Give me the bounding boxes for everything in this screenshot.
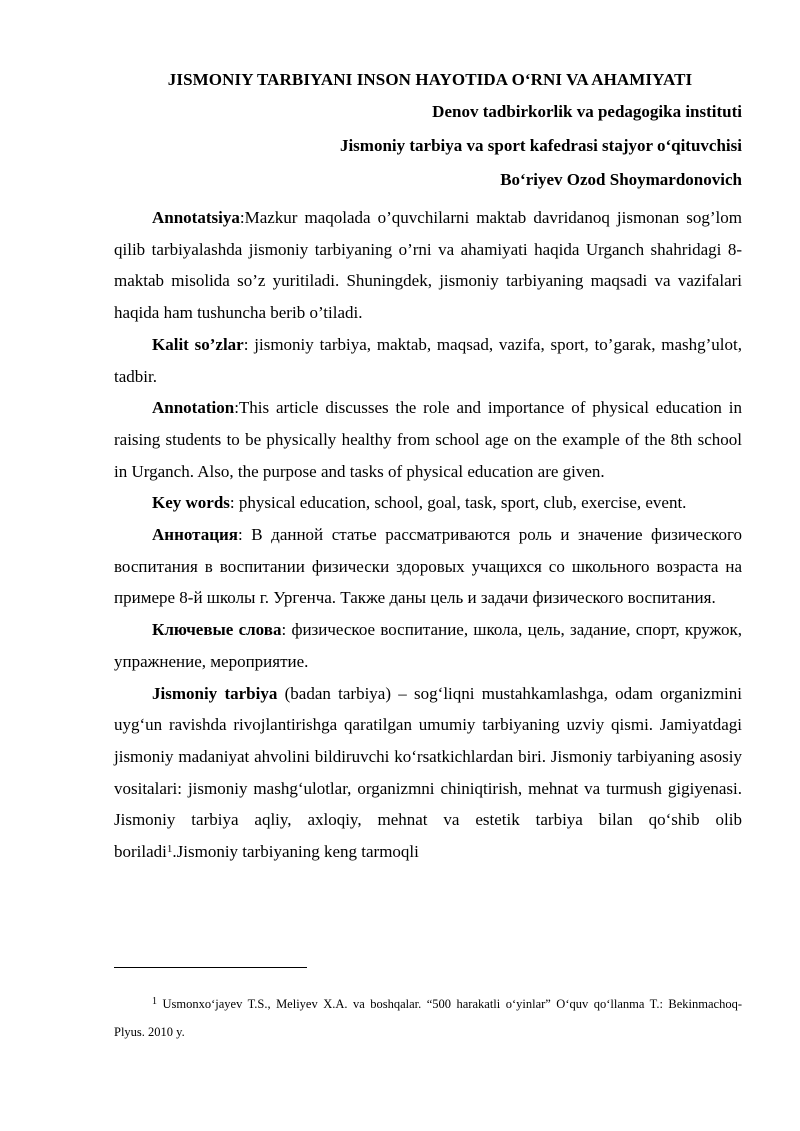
department-line: Jismoniy tarbiya va sport kafedrasi stajyor o‘qituvchisi <box>339 136 742 155</box>
footnote-mark: 1 <box>152 996 157 1007</box>
main-text-before-ref: (badan tarbiya) – sog‘liqni mustahkamlashga, odam organizmini uyg‘un ravishda rivojlantirishga qaratilgan umumiy tarbiyaning uzviy qismi. Jamiyatdagi jismoniy madaniyat ahvolini bildiruvchi ko‘rsatkichlardan biri. Jismoniy tarbiyaning asosiy vositalari: jismoniy mashg‘ulotlar, organizmni chiniqtirish, mehnat va turmush gigiyenasi. Jismoniy tarbiya aqliy, axloqiy, mehnat va estetik tarbiya bilan qo‘shib olib boriladi <box>114 683 742 862</box>
abstract-uz <box>114 202 742 329</box>
author-name: Bo‘riyev Ozod Shoymardonovich <box>500 170 742 189</box>
abstract-uz-text: :Mazkur maqolada o’quvchilarni maktab davridanoq jismonan sog’lom qilib tarbiyalashda jismoniy tarbiyaning o’rni va ahamiyati haqida Urganch shahridagi 8-maktab misolida so’z yuritiladi. Shuningdek, jismoniy tarbiyaning maqsadi va vazifalari haqida ham tushuncha berib o’tiladi. <box>114 208 742 323</box>
keywords-uz-text: : jismoniy tarbiya, maktab, maqsad, vazifa, sport, to’garak, mashg’ulot, tadbir. <box>114 334 743 386</box>
main-term: Jismoniy tarbiya <box>152 683 278 703</box>
keywords-ru-label: Ключевые слова <box>152 620 282 640</box>
main-text-after-ref: .Jismoniy tarbiyaning keng tarmoqli <box>172 842 419 862</box>
abstract-ru-text: : В данной статье рассматриваются роль и значение физического воспитания в воспитании физически здоровых учащихся со школьного возраста на примере 8-й школы г. Ургенча. Также даны цель и задачи физического воспитания. <box>114 525 742 608</box>
abstract-ru <box>114 519 742 614</box>
footnote-separator <box>114 967 307 968</box>
keywords-uz <box>114 329 742 392</box>
abstract-ru-label: Аннотация <box>152 525 238 545</box>
paper-body <box>114 202 742 868</box>
keywords-uz-label: Kalit so’zlar <box>152 334 244 354</box>
abstract-uz-label: Annotatsiya <box>152 208 240 227</box>
keywords-ru <box>114 614 742 677</box>
institution-line: Denov tadbirkorlik va pedagogika instituti <box>432 102 742 121</box>
main-paragraph <box>114 678 742 868</box>
keywords-en-label: Key words <box>152 493 230 513</box>
abstract-en <box>114 392 742 487</box>
footnote-text: Usmonxo‘jayev T.S., Meliyev X.A. va boshqalar. “500 harakatli o‘yinlar” O‘quv qo‘llanma T.: Bekinmachoq-Plyus. 2010 y. <box>114 997 742 1039</box>
keywords-en-text: : physical education, school, goal, task, sport, club, exercise, event. <box>229 493 687 513</box>
keywords-en <box>114 487 742 519</box>
keywords-ru-text: : физическое воспитание, школа, цель, задание, спорт, кружок, упражнение, мероприятие. <box>114 620 742 671</box>
footnote-reference[interactable]: 1 <box>166 843 173 856</box>
abstract-en-label: Annotation <box>152 398 235 418</box>
paper-title: JISMONIY TARBIYANI INSON HAYOTIDA O‘RNI VA AHAMIYATI <box>167 70 693 89</box>
abstract-en-text: :This article discusses the role and importance of physical education in raising students to be physically healthy from school age on the example of the 8th school in Urganch. Also, the purpose and tasks of physical education are given. <box>114 398 742 481</box>
footnote <box>114 990 742 1046</box>
